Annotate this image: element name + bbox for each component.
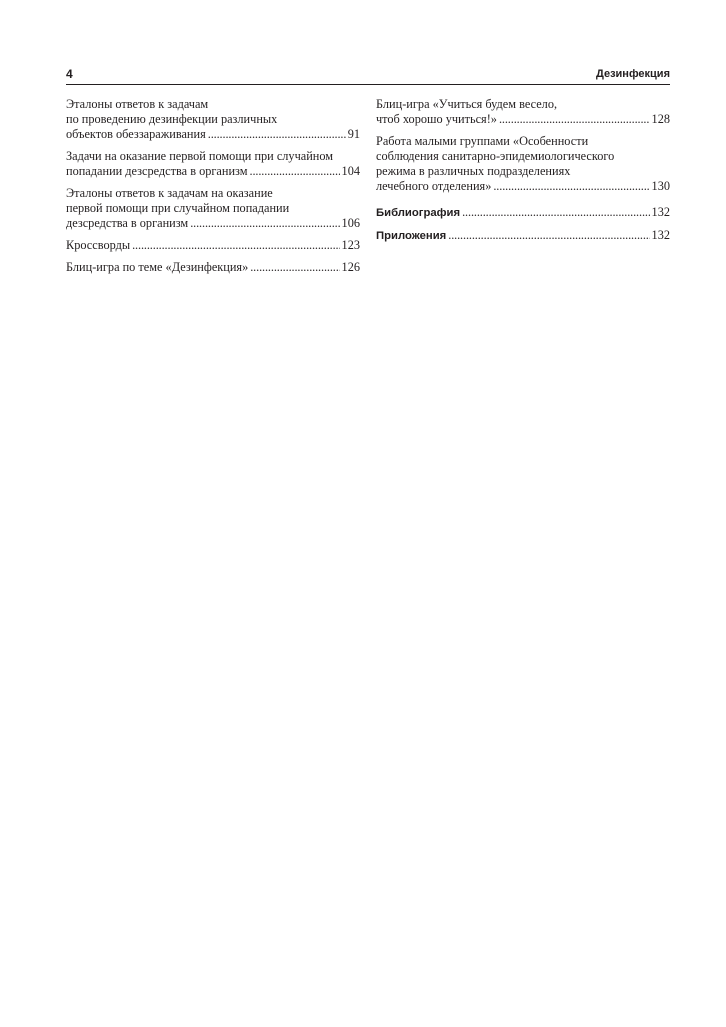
page-number: 4	[66, 67, 73, 81]
dot-leader	[208, 127, 346, 142]
toc-entry-last-line	[66, 238, 360, 253]
toc-entry-line: соблюдения санитарно-эпидемиологического	[376, 149, 615, 163]
dot-leader	[493, 179, 649, 194]
toc-entry	[66, 238, 360, 253]
toc-entry-last-line	[376, 205, 670, 221]
toc-entry-last-line	[376, 228, 670, 244]
toc-entry-bibliography	[376, 205, 670, 221]
dot-leader	[499, 112, 650, 127]
toc-entry-line: режима в различных подразделениях	[376, 164, 571, 178]
toc-entry-last-line	[66, 127, 360, 142]
dot-leader	[250, 260, 339, 275]
toc-entry-line: Эталоны ответов к задачам на оказание	[66, 186, 273, 200]
toc-entry-line: Задачи на оказание первой помощи при случайном	[66, 149, 334, 163]
toc-entry	[66, 260, 360, 275]
toc-entry-title: лечебного отделения»	[376, 179, 492, 193]
toc-entry-title: Приложения	[376, 230, 447, 242]
toc-entry-last-line	[66, 216, 360, 231]
toc-entry-last-line	[376, 179, 670, 194]
toc-entry-appendices	[376, 228, 670, 244]
toc-entry-title: дезсредства в организм	[66, 216, 189, 230]
toc-entry-title: объектов обеззараживания	[66, 127, 206, 141]
toc-page-number: 91	[347, 127, 360, 141]
toc-entry-title: Кроссворды	[66, 238, 131, 252]
toc-entry-line: первой помощи при случайном попадании	[66, 201, 290, 215]
toc-entry-title: Блиц-игра по теме «Дезинфекция»	[66, 260, 249, 274]
toc-column-right	[376, 97, 670, 251]
toc-entry-title: Библиография	[376, 207, 461, 219]
toc-entry-line: Работа малыми группами «Особенности	[376, 134, 589, 148]
toc-page-number: 130	[651, 179, 670, 193]
toc-page-number: 104	[341, 164, 360, 178]
toc-entry-title: чтоб хорошо учиться!»	[376, 112, 497, 126]
toc-page-number: 106	[341, 216, 360, 230]
dot-leader	[448, 228, 649, 243]
toc-page-number: 128	[651, 112, 670, 126]
toc-page-number: 123	[341, 238, 360, 252]
toc-page-number: 126	[341, 260, 360, 274]
toc-entry	[66, 149, 360, 179]
page-header	[66, 67, 670, 83]
toc-page-number: 132	[651, 205, 670, 219]
toc-page-number: 132	[651, 228, 670, 242]
toc-entry-title: попадании дезсредства в организм	[66, 164, 248, 178]
dot-leader	[132, 238, 339, 253]
header-rule	[66, 84, 670, 85]
toc-column-left	[66, 97, 360, 282]
toc-entry	[66, 97, 360, 142]
dot-leader	[462, 205, 649, 220]
toc-entry-line: Блиц-игра «Учиться будем весело,	[376, 97, 558, 111]
toc-entry	[376, 97, 670, 127]
running-title: Дезинфекция	[595, 68, 670, 80]
dot-leader	[250, 164, 340, 179]
toc-entry-last-line	[66, 164, 360, 179]
toc-entry-last-line	[66, 260, 360, 275]
toc-entry-line: по проведению дезинфекции различных	[66, 112, 278, 126]
toc-entry	[66, 186, 360, 231]
toc-entry	[376, 134, 670, 194]
toc-entry-line: Эталоны ответов к задачам	[66, 97, 209, 111]
toc-entry-last-line	[376, 112, 670, 127]
dot-leader	[190, 216, 339, 231]
